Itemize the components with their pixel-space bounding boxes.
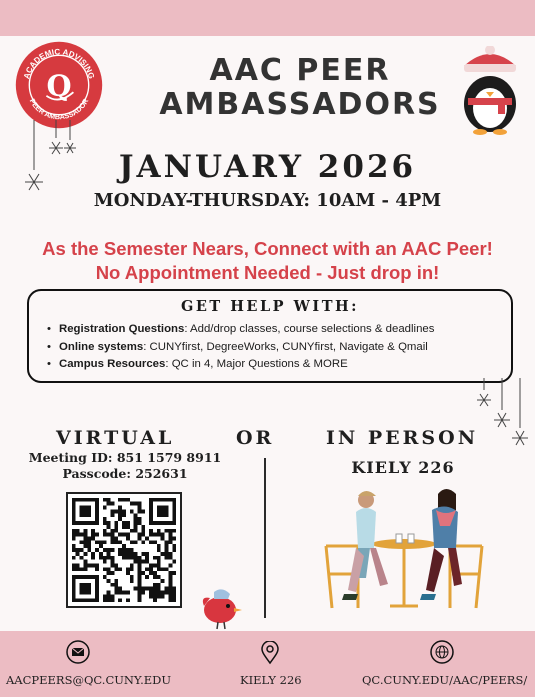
list-item — [59, 321, 511, 339]
academic-advising-logo — [14, 40, 104, 130]
title-line-1: AAC PEER — [209, 53, 391, 88]
help-box — [27, 289, 513, 383]
in-person-location: KIELY 226 — [351, 458, 455, 477]
tagline-line-2: No Appointment Needed - Just drop in! — [95, 262, 440, 283]
list-item — [59, 339, 511, 357]
tagline-line-1: As the Semester Nears, Connect with an AAC Peer! — [42, 238, 493, 259]
title-line-2: AMBASSADORS — [159, 87, 441, 122]
svg-text:ACADEMIC ADVISING: ACADEMIC ADVISING — [22, 47, 96, 80]
footer-website-link[interactable]: QC.CUNY.EDU/AAC/PEERS/ — [362, 673, 528, 687]
help-list — [29, 321, 511, 374]
item-text: : Add/drop classes, course selections & deadlines — [184, 323, 435, 335]
globe-icon — [430, 640, 454, 664]
snowflake-icon — [470, 378, 532, 450]
people-at-table-illustration — [318, 486, 490, 614]
mail-icon — [66, 640, 90, 664]
list-item — [59, 356, 511, 374]
meeting-id: Meeting ID: 851 1579 8911 — [28, 450, 222, 465]
item-text: : QC in 4, Major Questions & MORE — [165, 358, 348, 370]
tagline — [0, 237, 535, 285]
page-title — [150, 54, 450, 122]
divider — [264, 458, 266, 618]
item-label: Registration Questions — [59, 323, 185, 335]
penguin-icon — [454, 46, 526, 136]
location-pin-icon — [258, 641, 282, 665]
meeting-details — [20, 450, 230, 482]
virtual-heading: VIRTUAL — [56, 427, 175, 449]
month-heading: JANUARY 2026 — [118, 149, 417, 185]
in-person-heading: IN PERSON — [326, 427, 479, 449]
passcode: Passcode: 252631 — [62, 466, 188, 481]
item-text: : CUNYfirst, DegreeWorks, CUNYfirst, Navigate & Qmail — [143, 340, 428, 353]
bird-icon — [198, 582, 246, 630]
help-heading: GET HELP WITH: — [180, 298, 360, 315]
top-band — [0, 0, 535, 36]
item-label: Campus Resources — [59, 358, 166, 370]
or-label: OR — [236, 427, 275, 449]
footer-location: KIELY 226 — [240, 673, 302, 687]
qr-code[interactable] — [66, 492, 182, 608]
svg-text:Q: Q — [46, 68, 72, 103]
svg-text:PEER AMBASSADOR: PEER AMBASSADOR — [27, 96, 91, 122]
item-label: Online systems — [59, 340, 144, 353]
footer-email-link[interactable]: AACPEERS@QC.CUNY.EDU — [6, 673, 172, 687]
hours-text: MONDAY-THURSDAY: 10AM - 4PM — [93, 190, 442, 211]
